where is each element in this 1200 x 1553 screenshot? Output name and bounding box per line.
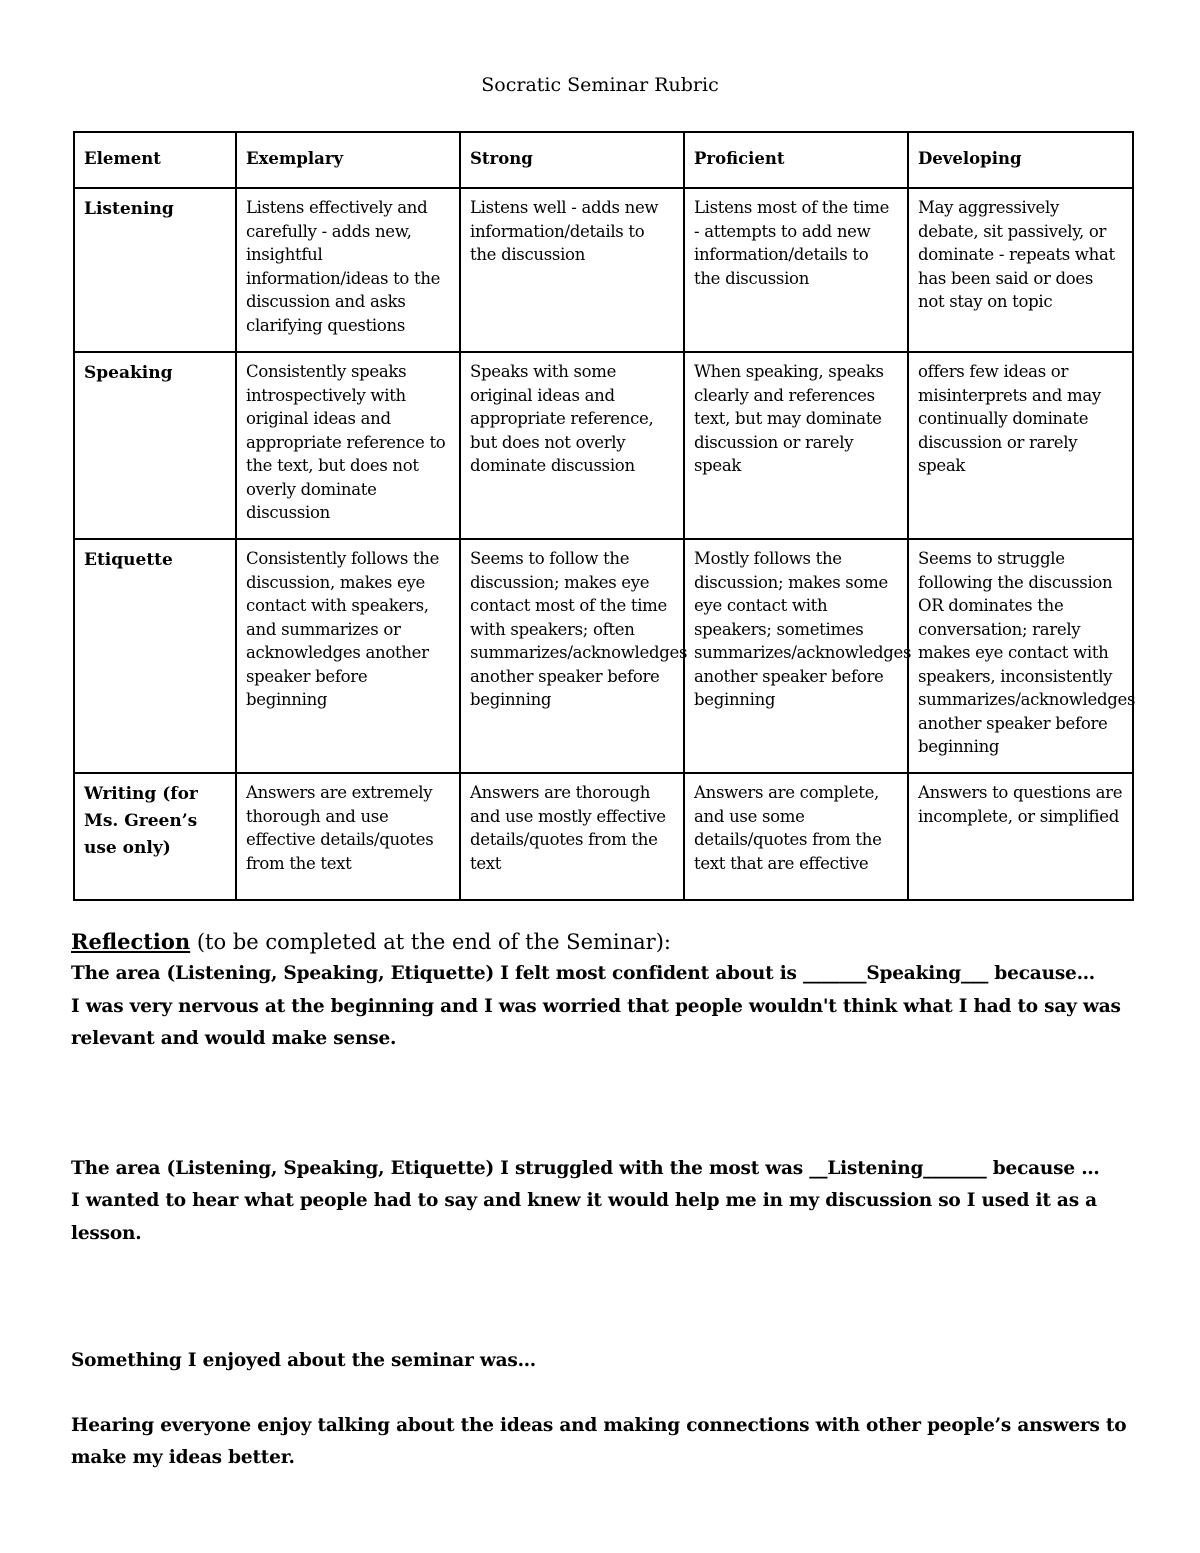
row-element-label: Listening (74, 188, 236, 352)
rubric-header-row (74, 132, 1133, 188)
rubric-cell: Seems to struggle following the discussion OR dominates the conversation; rarely makes eye contact with speakers, inconsistently summarizes/acknowledges another speaker before beginning (908, 539, 1133, 773)
rubric-cell: Listens well - adds new information/details to the discussion (460, 188, 684, 352)
rubric-cell: Listens effectively and carefully - adds new, insightful information/ideas to the discussion and asks clarifying questions (236, 188, 460, 352)
rubric-cell: Speaks with some original ideas and appropriate reference, but does not overly dominate discussion (460, 352, 684, 539)
page-title: Socratic Seminar Rubric (481, 74, 719, 96)
rubric-cell: When speaking, speaks clearly and references text, but may dominate discussion or rarely speak (684, 352, 908, 539)
rubric-row-speaking (74, 352, 1133, 539)
rubric-cell: offers few ideas or misinterprets and may continually dominate discussion or rarely speak (908, 352, 1133, 539)
header-proficient: Proficient (684, 132, 908, 188)
row-element-label: Etiquette (74, 539, 236, 773)
reflection-prompt-struggled: The area (Listening, Speaking, Etiquette) I struggled with the most was __Listening_______ because … (71, 1157, 1100, 1179)
reflection-heading (71, 926, 1131, 958)
rubric-cell: Mostly follows the discussion; makes some eye contact with speakers; sometimes summarizes/acknowledges another speaker before beginning (684, 539, 908, 773)
reflection-answer-enjoyed: Hearing everyone enjoy talking about the ideas and making connections with other people’s answers to make my ideas better. (71, 1414, 1127, 1468)
rubric-row-listening (74, 188, 1133, 352)
reflection-answer-struggled: I wanted to hear what people had to say and knew it would help me in my discussion so I used it as a lesson. (71, 1190, 1097, 1244)
header-strong: Strong (460, 132, 684, 188)
header-element: Element (74, 132, 236, 188)
rubric-cell: Answers are complete, and use some details/quotes from the text that are effective (684, 773, 908, 900)
rubric-cell: Consistently follows the discussion, makes eye contact with speakers, and summarizes or acknowledges another speaker before beginning (236, 539, 460, 773)
rubric-cell: Answers to questions are incomplete, or simplified (908, 773, 1133, 900)
reflection-section (71, 926, 1131, 1475)
rubric-cell: Answers are thorough and use mostly effective details/quotes from the text (460, 773, 684, 900)
reflection-heading-label: Reflection (71, 929, 191, 954)
row-element-label: Speaking (74, 352, 236, 539)
header-exemplary: Exemplary (236, 132, 460, 188)
rubric-cell: Seems to follow the discussion; makes eye contact most of the time with speakers; often summarizes/acknowledges another speaker before beginning (460, 539, 684, 773)
row-element-label: Writing (for Ms. Green’s use only) (74, 773, 236, 900)
rubric-cell: Listens most of the time - attempts to add new information/details to the discussion (684, 188, 908, 352)
reflection-answer-confident: I was very nervous at the beginning and I was worried that people wouldn't think what I had to say was relevant and would make sense. (71, 995, 1121, 1049)
rubric-row-writing (74, 773, 1133, 900)
reflection-heading-note: (to be completed at the end of the Seminar): (190, 930, 671, 954)
reflection-prompt-enjoyed: Something I enjoyed about the seminar was… (71, 1350, 536, 1371)
rubric-row-etiquette (74, 539, 1133, 773)
rubric-table (73, 131, 1134, 901)
rubric-cell: Consistently speaks introspectively with original ideas and appropriate reference to the text, but does not overly dominate discussion (236, 352, 460, 539)
reflection-prompt-confident: The area (Listening, Speaking, Etiquette) I felt most confident about is _______Speaking___ because… (71, 963, 1095, 984)
rubric-cell: Answers are extremely thorough and use effective details/quotes from the text (236, 773, 460, 900)
header-developing: Developing (908, 132, 1133, 188)
rubric-cell: May aggressively debate, sit passively, or dominate - repeats what has been said or does not stay on topic (908, 188, 1133, 352)
